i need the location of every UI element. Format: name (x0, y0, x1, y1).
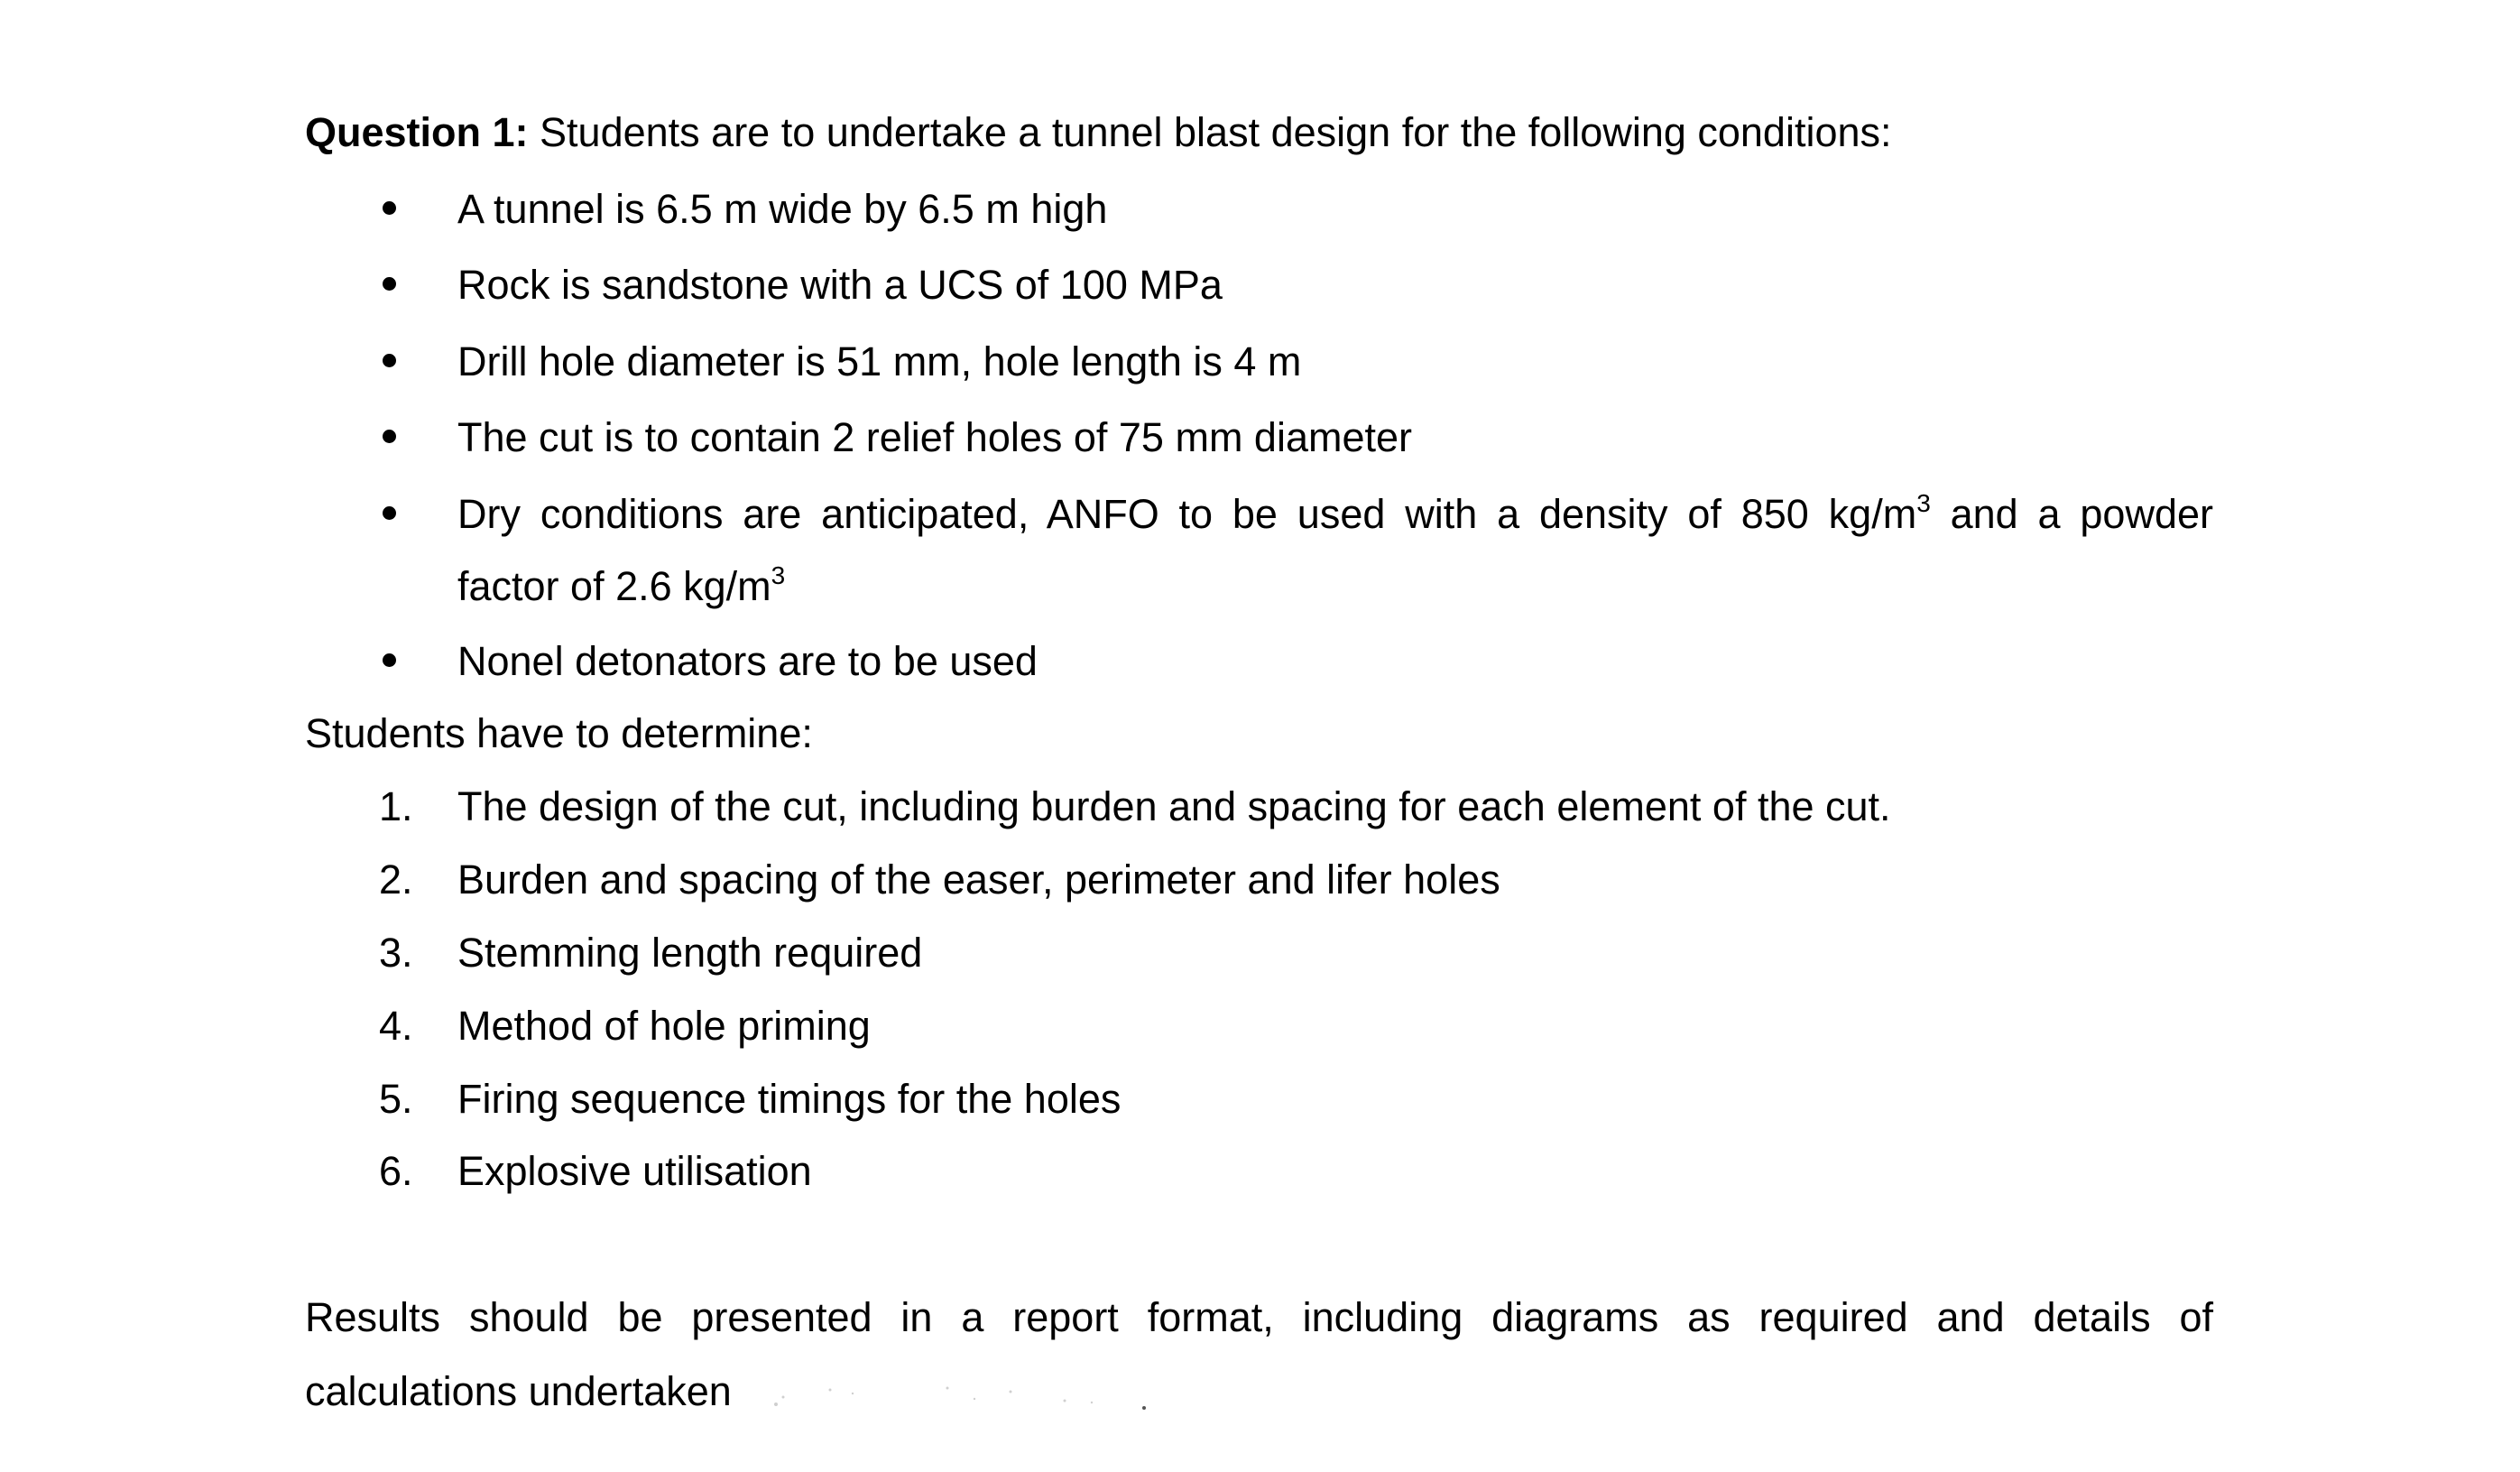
task-item: Method of hole priming (457, 1003, 871, 1049)
condition-item: Drill hole diameter is 51 mm, hole length is 4 m (457, 338, 1302, 384)
condition-item-anfo-line1 (457, 490, 2213, 539)
task-number: 5. (379, 1076, 413, 1122)
task-item: The design of the cut, including burden and spacing for each element of the cut. (457, 783, 1891, 829)
bullet-icon (383, 277, 396, 291)
task-number: 4. (379, 1003, 413, 1049)
bullet-icon (383, 430, 396, 443)
condition-item: The cut is to contain 2 relief holes of 75 mm diameter (457, 414, 1413, 460)
task-item: Firing sequence timings for the holes (457, 1076, 1122, 1122)
results-paragraph-line2: calculations undertaken (305, 1368, 732, 1414)
anfo-text-part: and a powder (1930, 491, 2213, 537)
task-number: 6. (379, 1148, 413, 1194)
superscript-3: 3 (771, 561, 786, 589)
faint-smudge-marks (767, 1381, 1146, 1413)
condition-item: A tunnel is 6.5 m wide by 6.5 m high (457, 186, 1108, 232)
task-number: 2. (379, 856, 413, 903)
task-item: Burden and spacing of the easer, perimeter and lifer holes (457, 856, 1500, 903)
question-intro: Students are to undertake a tunnel blast design for the following conditions: (528, 109, 1892, 155)
anfo-text-part: factor of 2.6 kg/m (457, 563, 771, 609)
question-heading (305, 108, 1892, 157)
bullet-icon (383, 354, 396, 367)
bullet-icon (383, 506, 396, 520)
bullet-icon (383, 201, 396, 215)
condition-item: Nonel detonators are to be used (457, 638, 1038, 684)
superscript-3: 3 (1916, 489, 1931, 517)
task-item: Explosive utilisation (457, 1148, 812, 1194)
bullet-icon (383, 653, 396, 667)
results-paragraph-line1: Results should be presented in a report format, including diagrams as required and details of (305, 1294, 2213, 1340)
anfo-text-part: Dry conditions are anticipated, ANFO to be used with a density of 850 kg/m (457, 491, 1917, 537)
question-label: Question 1: (305, 109, 529, 155)
condition-item-anfo-line2 (457, 562, 785, 611)
task-item: Stemming length required (457, 930, 923, 976)
condition-item: Rock is sandstone with a UCS of 100 MPa (457, 262, 1223, 308)
task-number: 1. (379, 783, 413, 829)
determine-heading: Students have to determine: (305, 710, 813, 756)
task-number: 3. (379, 930, 413, 976)
